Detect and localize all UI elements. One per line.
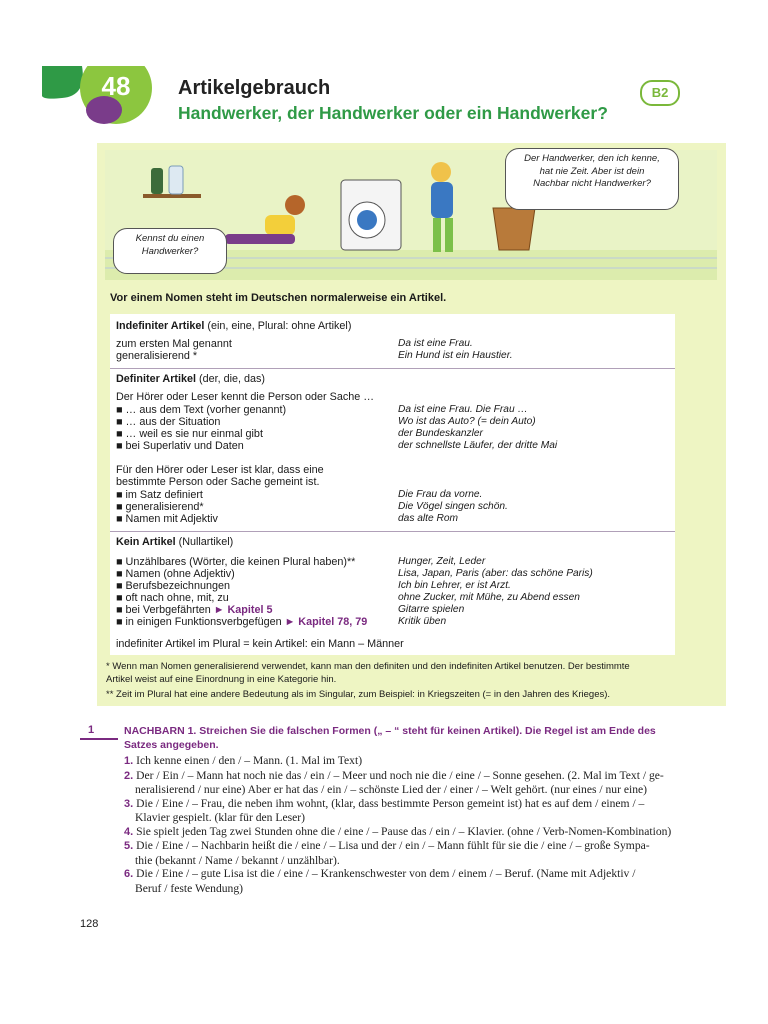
footnote: ** Zeit im Plural hat eine andere Bedeutung als im Singular, zum Beispiel: in Kriegszeiten (= in den Jahren des Krieges). bbox=[106, 689, 611, 700]
bubble-line: Nachbar nicht Handwerker? bbox=[533, 178, 651, 189]
item-number: 6. bbox=[124, 868, 134, 880]
item-number: 1. bbox=[124, 755, 134, 767]
bubble-line: Kennst du einen bbox=[135, 233, 205, 244]
indef-header: Indefiniter Artikel (ein, eine, Plural: ohne Artikel) bbox=[116, 320, 352, 332]
exercise-item bbox=[124, 867, 684, 895]
def-example: Die Frau da vorne. bbox=[398, 489, 483, 500]
indef-example: Ein Hund ist ein Haustier. bbox=[398, 350, 513, 361]
exercise-items bbox=[124, 754, 684, 895]
chapter-badge bbox=[42, 66, 157, 124]
intro-rule: Vor einem Nomen steht im Deutschen normalerweise ein Artikel. bbox=[110, 292, 447, 304]
footnote: * Wenn man Nomen generalisierend verwendet, kann man den definiten und den indefiniten Artikel benutzen. Der bestimmte bbox=[106, 661, 630, 672]
item-text: thie (bekannt / Name / bekannt / unzählbar). bbox=[135, 853, 340, 867]
def-row: ■ im Satz definiert bbox=[116, 489, 203, 501]
null-row: ■ in einigen Funktionsverbgefügen ► Kapitel 78, 79 bbox=[116, 616, 368, 628]
item-text: Die / Eine / – Nachbarin heißt die / eine / – Lisa und der / ein / – Mann fühlt für sie die / eine / – große Sympa- bbox=[136, 839, 650, 852]
chapter-subtitle: Handwerker, der Handwerker oder ein Handwerker? bbox=[178, 103, 608, 123]
def-row: ■ Namen mit Adjektiv bbox=[116, 513, 218, 525]
item-text: Die / Eine / – Frau, die neben ihm wohnt, (klar, dass bestimmte Person gemeint ist) hat es auf dem / einem / – bbox=[136, 796, 645, 810]
null-example: Ich bin Lehrer, er ist Arzt. bbox=[398, 580, 511, 591]
null-example: Lisa, Japan, Paris (aber: das schöne Paris) bbox=[398, 568, 593, 579]
def-example: Da ist eine Frau. Die Frau … bbox=[398, 404, 528, 415]
def-lead2: Für den Hörer oder Leser ist klar, dass eine bbox=[116, 464, 324, 476]
null-row: ■ Namen (ohne Adjektiv) bbox=[116, 568, 235, 580]
exercise-item bbox=[124, 797, 684, 825]
page-number: 128 bbox=[80, 918, 99, 930]
speech-bubble-left bbox=[113, 228, 227, 274]
chapter-number: 48 bbox=[101, 70, 131, 101]
item-text: Ich kenne einen / den / – Mann. (1. Mal im Text) bbox=[136, 754, 363, 767]
item-text: neralisierend / nur eine) Aber er hat das / ein / – schönste Lied der / einer / – Welt gehört. (nur eines / nur eine) bbox=[135, 783, 648, 796]
item-number: 5. bbox=[124, 840, 134, 852]
def-row: ■ generalisierend* bbox=[116, 501, 204, 513]
null-summary: indefiniter Artikel im Plural = kein Artikel: ein Mann – Männer bbox=[116, 638, 404, 650]
exercise-item bbox=[124, 839, 684, 867]
def-example: der schnellste Läufer, der dritte Mai bbox=[398, 440, 558, 451]
item-text: Klavier gespielt. (klar für den Leser) bbox=[135, 811, 305, 824]
level-badge: B2 bbox=[640, 80, 680, 106]
exercise-number: 1 bbox=[88, 724, 95, 736]
def-header: Definiter Artikel (der, die, das) bbox=[116, 373, 266, 385]
def-row: ■ … aus der Situation bbox=[116, 416, 221, 428]
null-example: Hunger, Zeit, Leder bbox=[398, 556, 486, 567]
bubble-line: Der Handwerker, den ich kenne, bbox=[524, 153, 660, 164]
def-row: ■ bei Superlativ und Daten bbox=[116, 440, 244, 452]
indef-example: Da ist eine Frau. bbox=[398, 338, 473, 349]
null-row: ■ oft nach ohne, mit, zu bbox=[116, 592, 229, 604]
exercise-underline bbox=[80, 738, 118, 740]
null-example: Gitarre spielen bbox=[398, 604, 465, 615]
indef-row: generalisierend * bbox=[116, 350, 198, 362]
footnote: Artikel weist auf eine Einordnung in eine Kategorie hin. bbox=[106, 674, 337, 685]
bubble-line: Handwerker? bbox=[141, 245, 199, 257]
null-row: ■ bei Verbgefährten ► Kapitel 5 bbox=[116, 604, 273, 616]
item-text: Die / Eine / – gute Lisa ist die / eine / – Krankenschwester von dem / einem / – Beruf. (Name mit Adjektiv / bbox=[136, 867, 636, 880]
item-text: Beruf / feste Wendung) bbox=[135, 881, 243, 895]
null-example: Kritik üben bbox=[398, 616, 447, 627]
indef-row: zum ersten Mal genannt bbox=[116, 338, 232, 350]
def-example: der Bundeskanzler bbox=[398, 428, 483, 439]
exercise-item bbox=[124, 769, 684, 797]
def-example: das alte Rom bbox=[398, 513, 459, 524]
bubble-line: hat nie Zeit. Aber ist dein bbox=[539, 165, 645, 177]
null-header: Kein Artikel (Nullartikel) bbox=[116, 536, 234, 548]
item-text: Der / Ein / – Mann hat noch nie das / ein / – Meer und noch nie die / eine / – Sonne gesehen. (2. Mal im Text / ge- bbox=[136, 768, 664, 782]
item-number: 4. bbox=[124, 825, 134, 838]
null-row: ■ Berufsbezeichnungen bbox=[116, 580, 230, 592]
def-lead2: bestimmte Person oder Sache gemeint ist. bbox=[116, 476, 320, 488]
item-text: Sie spielt jeden Tag zwei Stunden ohne die / eine / – Pause das / ein / – Klavier. (ohne / Verb-Nomen-Kombination) bbox=[136, 824, 672, 838]
item-number: 3. bbox=[124, 797, 134, 810]
def-lead: Der Hörer oder Leser kennt die Person oder Sache … bbox=[116, 391, 375, 403]
divider bbox=[110, 531, 675, 532]
divider bbox=[110, 368, 675, 369]
chapter-title: Artikelgebrauch bbox=[178, 77, 331, 99]
def-row: ■ … weil es sie nur einmal gibt bbox=[116, 428, 263, 440]
exercise-item bbox=[124, 825, 684, 840]
exercise-item bbox=[124, 754, 684, 769]
def-example: Die Vögel singen schön. bbox=[398, 501, 508, 512]
chapter-ref-link[interactable]: ► Kapitel 5 bbox=[213, 604, 273, 616]
item-number: 2. bbox=[124, 769, 134, 782]
speech-bubble-right bbox=[505, 148, 679, 210]
null-row: ■ Unzählbares (Wörter, die keinen Plural haben)** bbox=[116, 556, 356, 568]
chapter-ref-link[interactable]: ► Kapitel 78, 79 bbox=[284, 616, 368, 628]
exercise-heading: NACHBARN 1. Streichen Sie die falschen Formen („ – “ steht für keinen Artikel). Die Regel ist am Ende des Satzes angegeben. bbox=[124, 725, 656, 751]
def-row: ■ … aus dem Text (vorher genannt) bbox=[116, 404, 287, 416]
null-example: ohne Zucker, mit Mühe, zu Abend essen bbox=[398, 592, 580, 603]
def-example: Wo ist das Auto? (= dein Auto) bbox=[398, 416, 536, 427]
